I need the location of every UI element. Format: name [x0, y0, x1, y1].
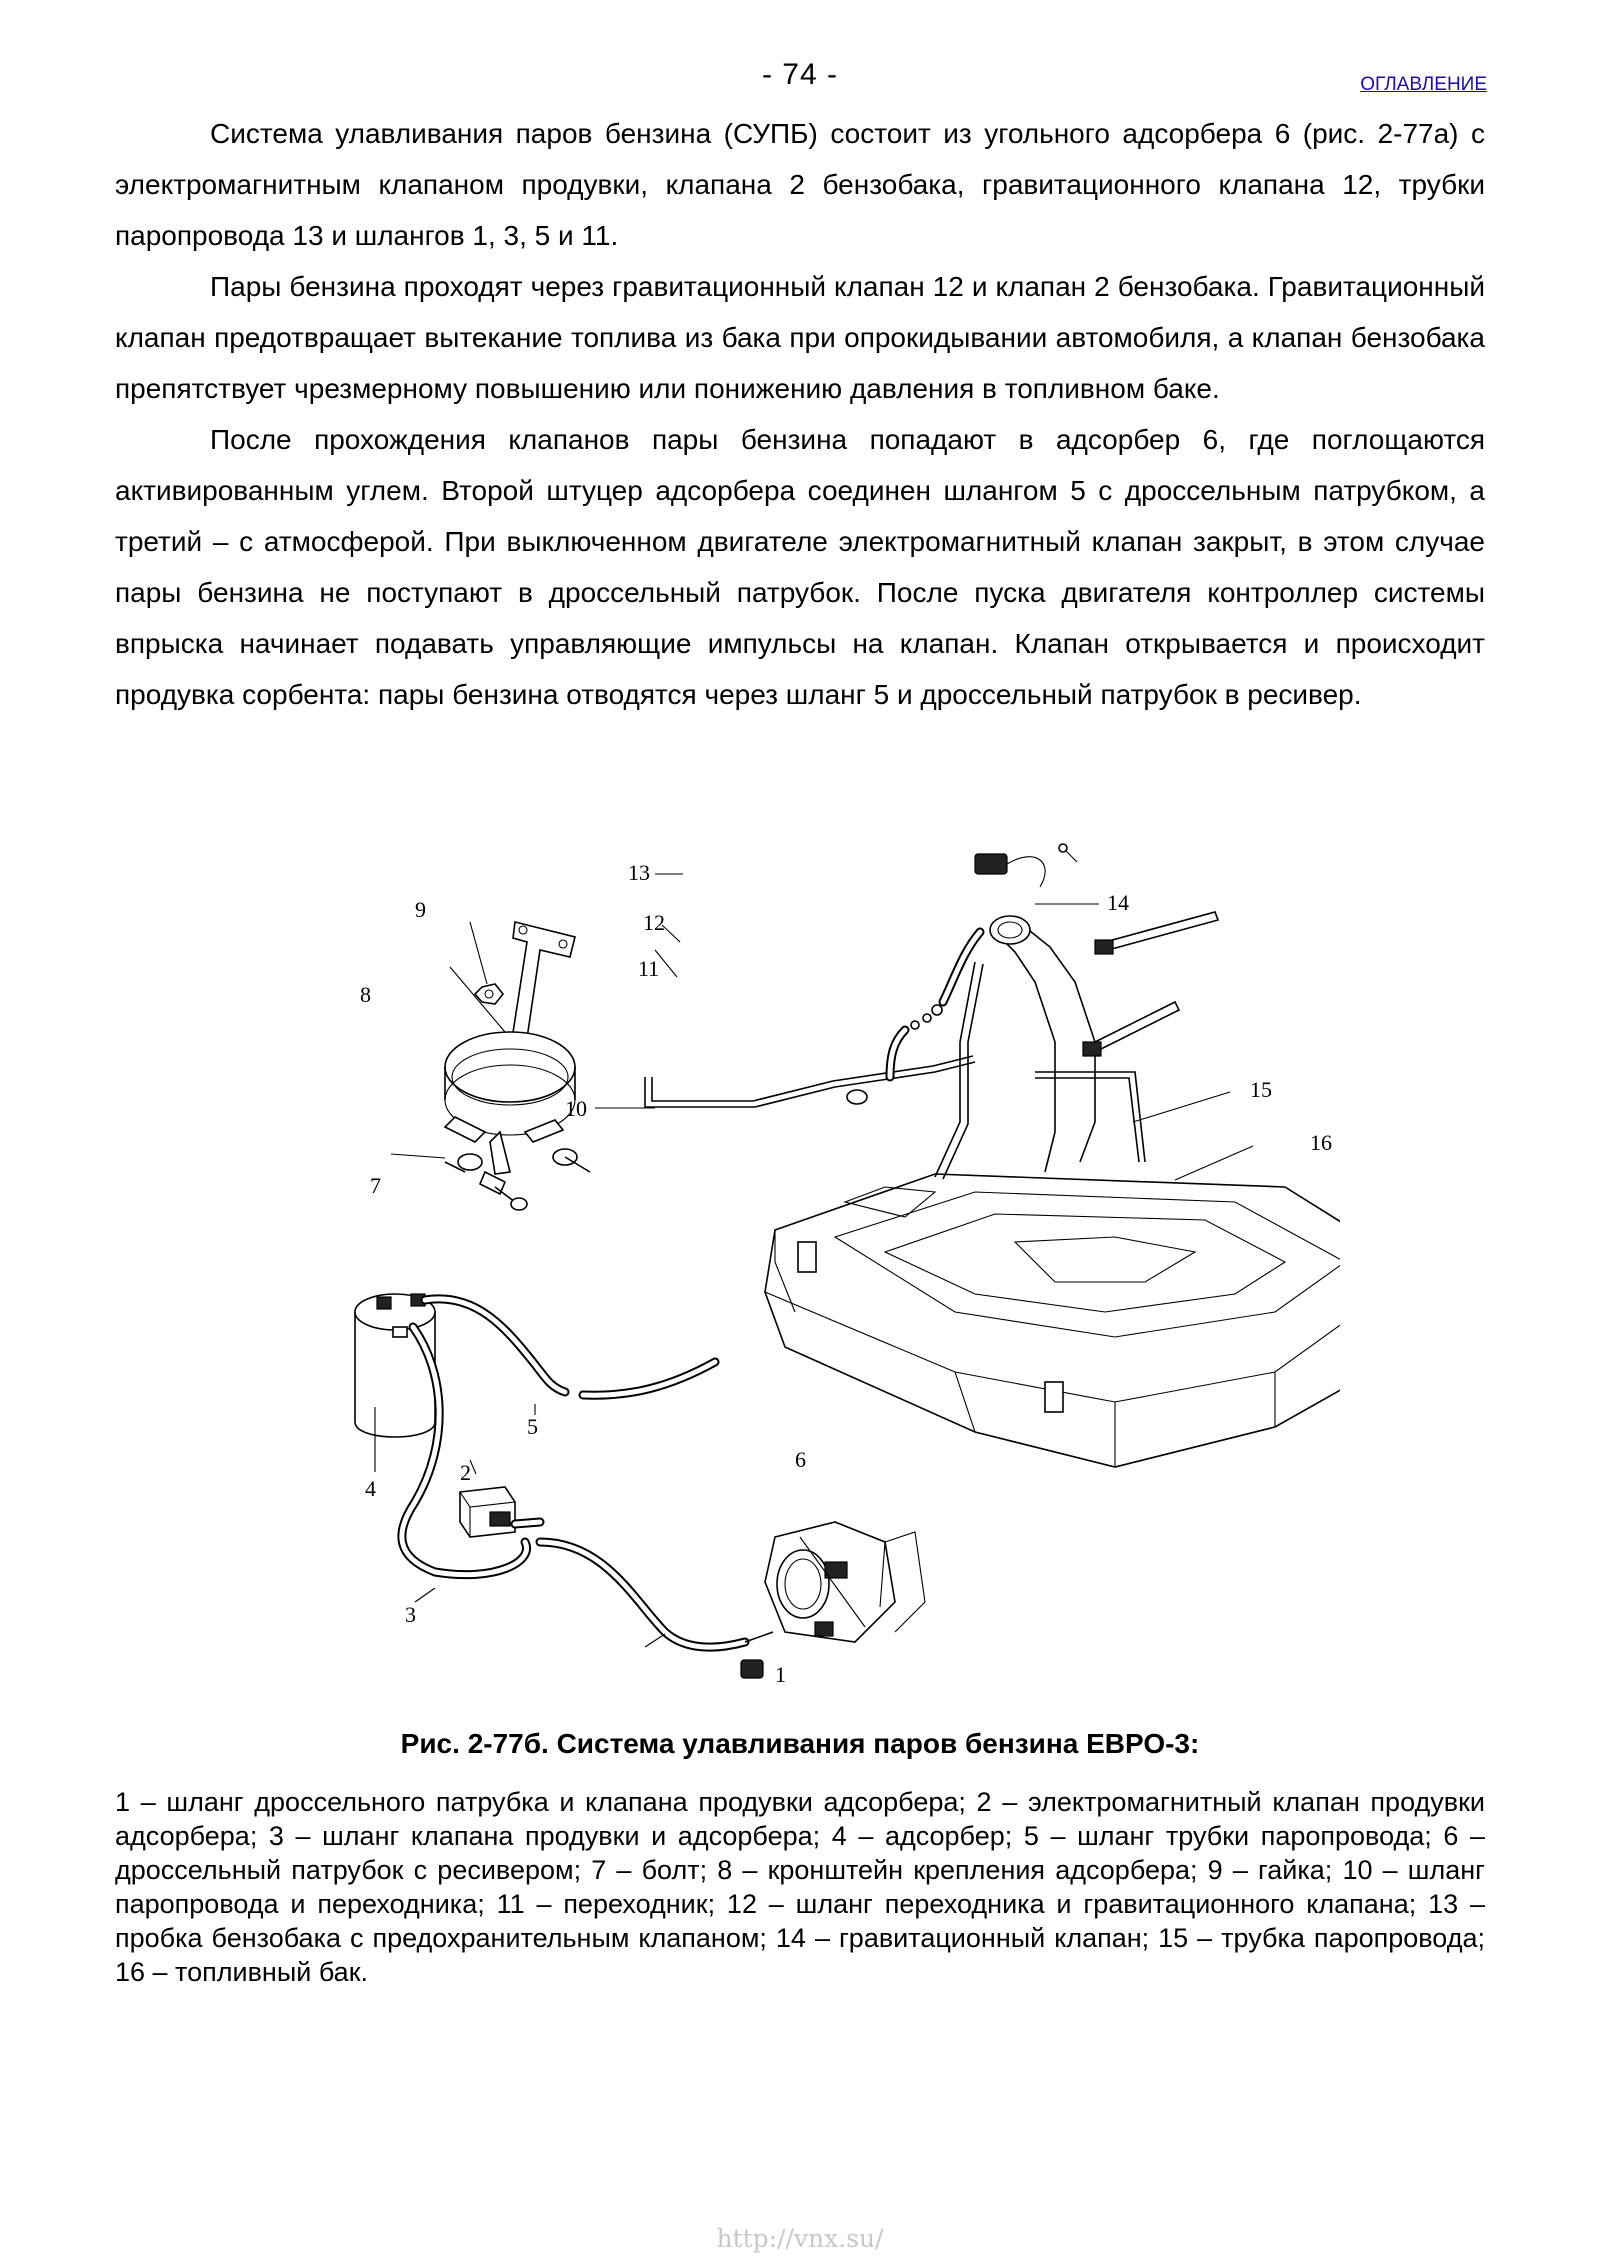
callout-16: 16 [1310, 1130, 1332, 1155]
purge-valve-drawing [460, 1487, 540, 1537]
callout-8: 8 [360, 982, 371, 1007]
callout-3: 3 [405, 1602, 416, 1627]
table-of-contents-link[interactable]: ОГЛАВЛЕНИЕ [1360, 74, 1487, 95]
callout-15: 15 [1250, 1077, 1272, 1102]
figure-legend: 1 – шланг дроссельного патрубка и клапана продувки адсорбера; 2 – электромагнитный клапан продувки адсорбера; 3 – шланг клапана продувки и адсорбера; 4 – адсорбер; 5 – шланг трубки паропровода; 6 – дроссельный патрубок с ресивером; 7 – болт; 8 – кронштейн крепления адсорбера; 9 – гайка; 10 – шланг паропровода и переходника; 11 – переходник; 12 – шланг переходника и гравитационного клапана; 13 – пробка бензобака с предохранительным клапаном; 14 – гравитационный клапан; 15 – трубка паропровода; 16 – топливный бак. [115, 1787, 1485, 1987]
callout-14: 14 [1107, 890, 1129, 915]
hose-5-drawing [425, 1299, 715, 1395]
callout-5: 5 [527, 1414, 538, 1439]
paragraph-3: После прохождения клапанов пары бензина попадают в адсорбер 6, где поглощаются активированным углем. Второй штуцер адсорбера соединен шлангом 5 с дроссельным патрубком, а третий – с атмосферой. При выключенном двигателе электромагнитный клапан закрыт, в этом случае пары бензина не поступают в дроссельный патрубок. После пуска двигателя контроллер системы впрыска начинает подавать управляющие импульсы на клапан. Клапан открывается и происходит продувка сорбента: пары бензина отводятся через шланг 5 и дроссельный патрубок в ресивер. [115, 424, 1485, 710]
callout-7: 7 [370, 1173, 381, 1198]
paragraph-2: Пары бензина проходят через гравитационный клапан 12 и клапан 2 бензобака. Гравитационный клапан предотвращает вытекание топлива из бака при опрокидывании автомобиля, а клапан бензобака препятствует чрезмерному повышению или понижению давления в топливном баке. [115, 271, 1485, 404]
fuel-tank-drawing [765, 1174, 1340, 1467]
callout-9: 9 [415, 897, 426, 922]
callout-2: 2 [460, 1460, 471, 1485]
callout-12: 12 [643, 910, 665, 935]
adsorber-drawing [355, 1294, 435, 1437]
callout-6: 6 [795, 1447, 806, 1472]
evap-system-diagram [340, 842, 1340, 1702]
paragraph-1: Система улавливания паров бензина (СУПБ) состоит из угольного адсорбера 6 (рис. 2-77а) с электромагнитным клапаном продувки, клапана 2 бензобака, гравитационного клапана 12, трубки паропровода 13 и шлангов 1, 3, 5 и 11. [115, 118, 1485, 251]
callout-10: 10 [565, 1096, 587, 1121]
cable-ties-drawing [1083, 912, 1218, 1056]
tank-cap-drawing [975, 844, 1077, 887]
body-text [115, 108, 1485, 720]
callout-11: 11 [638, 956, 660, 981]
hose-1-drawing [540, 1542, 763, 1678]
adsorber-bracket-drawing [445, 922, 575, 1174]
bolts-drawing [445, 1149, 590, 1210]
figure-caption: Рис. 2-77б. Система улавливания паров бензина ЕВРО-3: [400, 1728, 1200, 1759]
callout-13: 13 [628, 860, 650, 885]
footer-url: http://vnx.su/ [716, 2224, 884, 2253]
throttle-body-drawing [745, 1522, 925, 1642]
callout-1: 1 [775, 1662, 786, 1687]
page-number: - 74 - [761, 58, 839, 91]
callout-4: 4 [365, 1476, 376, 1501]
